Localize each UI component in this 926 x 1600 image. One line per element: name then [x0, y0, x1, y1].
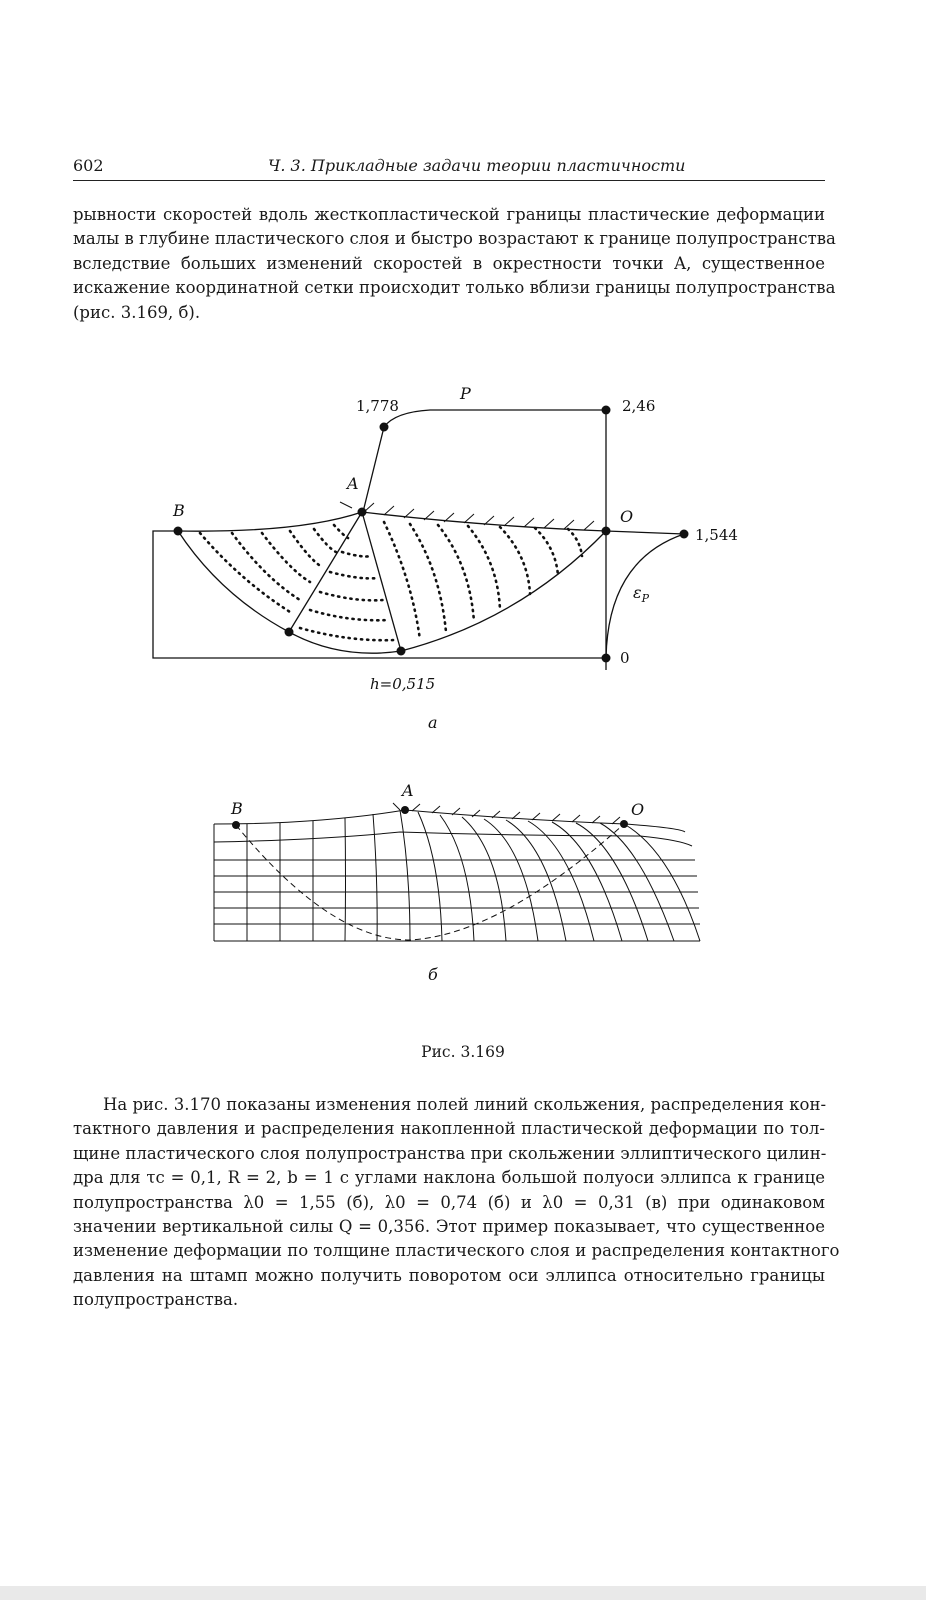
page-bottom-edge — [0, 1586, 926, 1600]
label-o: O — [620, 507, 634, 526]
point-b — [174, 527, 183, 536]
dashed-boundary — [236, 824, 624, 940]
point-b-grid — [232, 821, 240, 829]
sublabel-b: б — [428, 965, 438, 984]
figure-caption: Рис. 3.169 — [421, 1043, 505, 1061]
point-o-grid — [620, 820, 628, 828]
point-a-grid — [401, 806, 409, 814]
figure-a-points — [174, 406, 689, 663]
point-1778 — [380, 423, 389, 432]
dotted-slip-lines — [200, 522, 582, 640]
paragraph-2-line: значении вертикальной силы Q = 0,356. Этот пример показывает, что существенное — [73, 1217, 825, 1237]
top-boundary-ba — [178, 512, 362, 531]
figure-b — [0, 775, 926, 990]
paragraph-2-line: полупространства λ0 = 1,55 (б), λ0 = 0,74 (б) и λ0 = 0,31 (в) при одинаковом — [73, 1192, 825, 1212]
paragraph-2-line: тактного давления и распределения накопленной пластической деформации по тол- — [73, 1119, 825, 1139]
label-1544: 1,544 — [695, 526, 738, 544]
line-o-1544 — [606, 531, 684, 534]
label-eps: $\varepsilon_P$ — [633, 583, 649, 605]
point-a — [358, 508, 367, 517]
label-b: B — [173, 501, 185, 520]
paragraph-2-line: дра для τc = 0,1, R = 2, b = 1 с углами наклона большой полуоси эллипса к границе — [73, 1168, 825, 1188]
label-a: A — [347, 474, 359, 493]
paragraph-1-line: рывности скоростей вдоль жесткопластической границы пластические деформации — [73, 205, 825, 224]
label-h: h=0,515 — [370, 675, 436, 693]
running-title: Ч. 3. Прикладные задачи теории пластичности — [268, 156, 686, 175]
pressure-curve — [363, 410, 606, 512]
paragraph-2-line: На рис. 3.170 показаны изменения полей линий скольжения, распределения кон- — [103, 1095, 827, 1114]
paragraph-2 — [73, 1093, 840, 1313]
slip-line-a-left — [289, 512, 362, 632]
label-246: 2,46 — [622, 397, 656, 415]
paragraph-1-line: искажение координатной сетки происходит только вблизи границы полупространства — [73, 278, 836, 298]
point-zero — [602, 654, 611, 663]
point-o — [602, 527, 611, 536]
label-1778: 1,778 — [356, 397, 399, 415]
point-bottom — [397, 647, 406, 656]
rigid-plastic-boundary — [178, 531, 606, 653]
point-left-bottom — [285, 628, 294, 637]
paragraph-2-line: изменение деформации по толщине пластического слоя и распределения контактного — [73, 1241, 840, 1261]
label-o-grid: O — [631, 800, 645, 819]
paragraph-2-line: давления на штамп можно получить поворотом оси эллипса относительно границы — [73, 1265, 825, 1285]
paragraph-1-line: (рис. 3.169, б). — [73, 302, 201, 322]
label-b-grid: B — [231, 799, 243, 818]
slip-line-a-bottom — [362, 512, 401, 651]
figure-a — [0, 370, 926, 740]
sublabel-a: а — [428, 713, 438, 732]
label-a-grid: A — [402, 781, 414, 800]
label-zero: 0 — [620, 649, 630, 667]
paragraph-1-line: вследствие больших изменений скоростей в окрестности точки A, существенное — [73, 253, 825, 273]
page-number: 602 — [73, 156, 104, 175]
paragraph-1 — [73, 203, 836, 325]
paragraph-2-line: полупространства. — [73, 1290, 239, 1310]
top-boundary-ao — [362, 512, 606, 531]
paragraph-1-line: малы в глубине пластического слоя и быстро возрастают к границе полупространства — [73, 229, 836, 249]
point-1544 — [680, 530, 689, 539]
point-246 — [602, 406, 611, 415]
page-header — [73, 154, 825, 181]
label-p: P — [460, 384, 471, 403]
paragraph-2-line: щине пластического слоя полупространства при скольжении эллиптического цилин- — [73, 1143, 827, 1163]
